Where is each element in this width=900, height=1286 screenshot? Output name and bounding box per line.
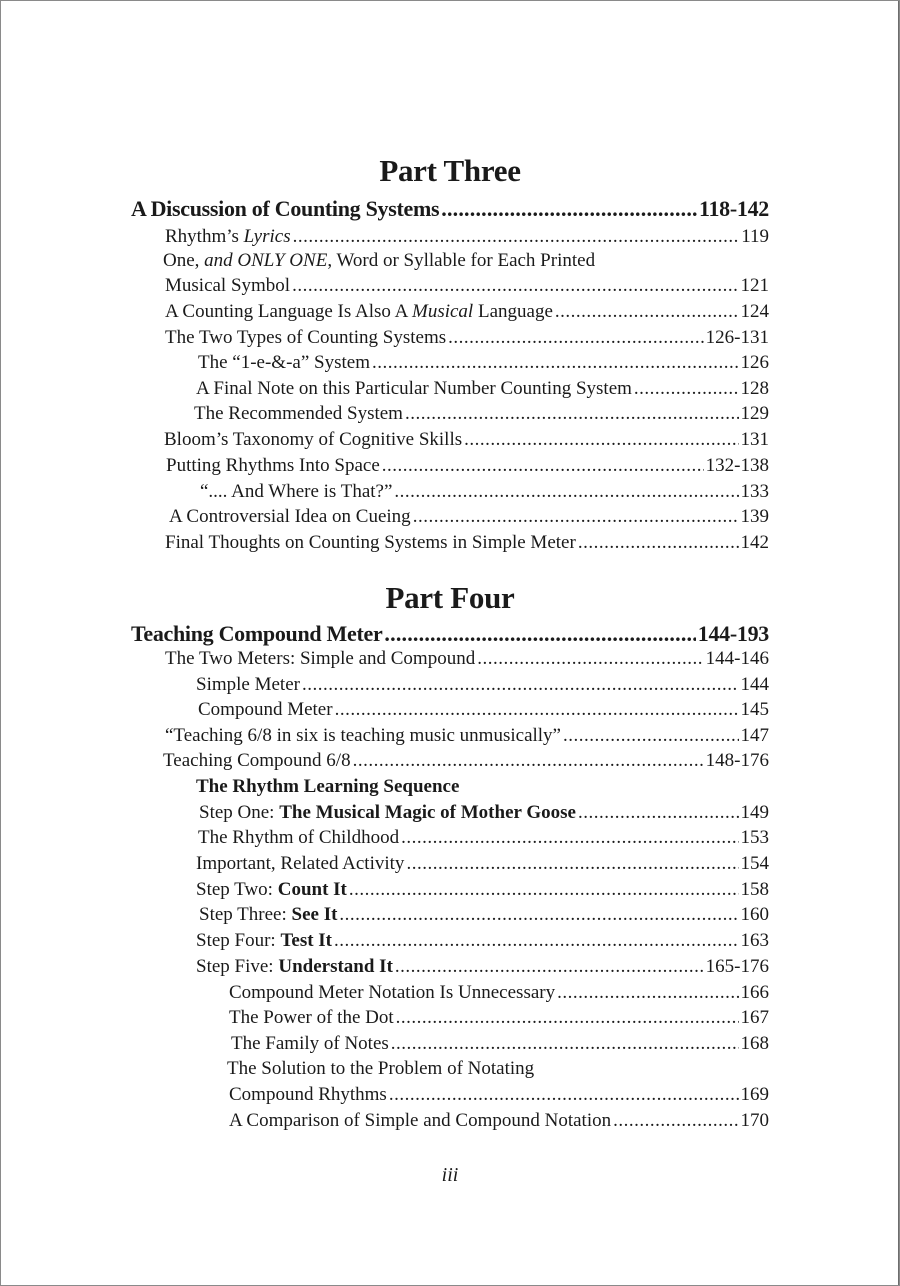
toc-entry-label: A Comparison of Simple and Compound Notation (229, 1110, 612, 1131)
toc-entry[interactable] (196, 852, 769, 876)
dot-leader (302, 673, 739, 697)
toc-entry-page: 139 (740, 506, 769, 527)
dot-leader (335, 698, 739, 722)
toc-entry[interactable] (164, 428, 769, 452)
toc-entry-page: 169 (740, 1084, 769, 1105)
dot-leader (384, 621, 695, 647)
toc-entry-label: Important, Related Activity (196, 853, 405, 874)
toc-entry-label: Compound Meter Notation Is Unnecessary (229, 982, 556, 1003)
toc-entry-page: 153 (740, 827, 769, 848)
toc-entry-label: Simple Meter (196, 674, 300, 695)
part-four-title: Part Four (385, 580, 515, 615)
toc-entry[interactable] (229, 1083, 769, 1107)
dot-leader (578, 801, 739, 825)
toc-entry-continued[interactable]: One, and ONLY ONE, Word or Syllable for Each Printed (163, 250, 596, 271)
dot-leader (339, 903, 738, 927)
dot-leader (405, 402, 739, 426)
toc-entry[interactable] (165, 326, 769, 350)
toc-entry-label: Step Four: Test It (196, 930, 333, 951)
toc-entry-page: 133 (740, 481, 769, 502)
toc-entry-page: 145 (740, 699, 769, 720)
page-number: iii (441, 1164, 459, 1186)
dot-leader (401, 826, 738, 850)
toc-entry-page: 142 (740, 532, 769, 553)
toc-heading-page: 118-142 (698, 196, 769, 221)
toc-entry-page: 129 (740, 403, 769, 424)
toc-heading-label: A Discussion of Counting Systems (131, 196, 440, 221)
toc-entry-label: “Teaching 6/8 in six is teaching music unmusically” (165, 725, 561, 746)
toc-entry-page: 160 (740, 904, 769, 925)
toc-entry-page: 167 (740, 1007, 769, 1028)
toc-entry-label: The Rhythm of Childhood (198, 827, 400, 848)
toc-heading-compound-meter[interactable] (131, 621, 769, 647)
toc-entry-page: 158 (740, 879, 769, 900)
dot-leader (634, 377, 739, 401)
toc-entry[interactable] (194, 402, 769, 426)
toc-entry-page: 170 (740, 1110, 769, 1131)
toc-entry[interactable] (199, 903, 769, 927)
toc-entry[interactable] (165, 225, 769, 249)
toc-entry[interactable] (199, 801, 769, 825)
dot-leader (413, 505, 739, 529)
dot-leader (477, 647, 703, 671)
dot-leader (389, 1083, 739, 1107)
toc-entry-page: 144 (740, 674, 769, 695)
dot-leader (391, 1032, 739, 1056)
toc-entry-label: Final Thoughts on Counting Systems in Simple Meter (165, 532, 576, 553)
toc-entry-page: 168 (740, 1033, 769, 1054)
toc-entry-page: 128 (740, 378, 769, 399)
dot-leader (349, 878, 739, 902)
toc-entry-label: The Two Types of Counting Systems (165, 327, 447, 348)
toc-entry-page: 119 (741, 226, 769, 247)
toc-entry-label: The Two Meters: Simple and Compound (165, 648, 476, 669)
toc-entry-page: 147 (740, 725, 769, 746)
toc-entry[interactable] (196, 377, 769, 401)
dot-leader (394, 480, 738, 504)
toc-entry-label: Step Three: See It (199, 904, 338, 925)
toc-entry-page: 121 (740, 275, 769, 296)
toc-entry[interactable] (165, 647, 769, 671)
dot-leader (448, 326, 704, 350)
toc-entry[interactable] (229, 1006, 769, 1030)
toc-entry-page: 166 (740, 982, 769, 1003)
toc-entry[interactable] (165, 531, 769, 555)
toc-heading-label: Teaching Compound Meter (131, 621, 383, 646)
toc-entry[interactable] (229, 981, 769, 1005)
toc-entry[interactable] (166, 454, 769, 478)
dot-leader (372, 351, 739, 375)
toc-entry[interactable] (165, 274, 769, 298)
toc-entry-label: A Final Note on this Particular Number Counting System (196, 378, 632, 399)
toc-entry[interactable] (196, 878, 769, 902)
toc-entry[interactable] (198, 826, 769, 850)
toc-entry-page: 124 (740, 301, 769, 322)
toc-entry[interactable] (231, 1032, 769, 1056)
toc-entry[interactable] (200, 480, 769, 504)
toc-entry-label: Step One: The Musical Magic of Mother Goose (199, 802, 576, 823)
toc-entry-label: The “1-e-&-a” System (198, 352, 370, 373)
toc-entry-label: Compound Rhythms (229, 1084, 387, 1105)
dot-leader (406, 852, 738, 876)
toc-entry-label: Rhythm’s Lyrics (165, 226, 291, 247)
toc-entry[interactable] (198, 698, 769, 722)
toc-entry-label: Step Two: Count It (196, 879, 347, 900)
toc-entry[interactable] (198, 351, 769, 375)
toc-entry[interactable] (196, 673, 769, 697)
toc-entry-page: 132-138 (705, 455, 769, 476)
toc-entry-label: A Counting Language Is Also A Musical Language (165, 301, 553, 322)
toc-entry[interactable] (163, 749, 769, 773)
toc-entry-label: Step Five: Understand It (196, 956, 393, 977)
toc-entry[interactable] (196, 929, 769, 953)
dot-leader (557, 981, 738, 1005)
toc-heading-counting-systems[interactable] (131, 196, 769, 222)
toc-entry-label: Bloom’s Taxonomy of Cognitive Skills (164, 429, 463, 450)
part-three-title: Part Three (379, 153, 521, 188)
toc-entry-label: Compound Meter (198, 699, 333, 720)
toc-entry-continued[interactable]: The Solution to the Problem of Notating (227, 1058, 535, 1079)
dot-leader (464, 428, 738, 452)
toc-entry-label: Teaching Compound 6/8 (163, 750, 351, 771)
dot-leader (292, 274, 738, 298)
toc-entry-label: “.... And Where is That?” (200, 481, 393, 502)
toc-entry-page: 165-176 (705, 956, 769, 977)
toc-entry[interactable] (165, 724, 769, 748)
toc-entry-label: The Power of the Dot (229, 1007, 394, 1028)
toc-entry-label: A Controversial Idea on Cueing (169, 506, 411, 527)
toc-entry-page: 144-146 (705, 648, 769, 669)
toc-entry[interactable] (196, 955, 769, 979)
dot-leader (395, 955, 704, 979)
toc-entry[interactable] (229, 1109, 769, 1133)
dot-leader (441, 196, 697, 222)
dot-leader (382, 454, 704, 478)
dot-leader (613, 1109, 738, 1133)
toc-entry-page: 126 (740, 352, 769, 373)
dot-leader (334, 929, 738, 953)
toc-entry-label: Putting Rhythms Into Space (166, 455, 380, 476)
toc-subheading-rhythm-learning-sequence[interactable]: The Rhythm Learning Sequence (196, 776, 460, 797)
toc-entry-label: The Recommended System (194, 403, 403, 424)
toc-entry[interactable] (169, 505, 769, 529)
toc-entry-page: 131 (740, 429, 769, 450)
dot-leader (555, 300, 739, 324)
toc-entry-page: 148-176 (705, 750, 769, 771)
dot-leader (578, 531, 739, 555)
dot-leader (396, 1006, 739, 1030)
toc-entry-label: The Family of Notes (231, 1033, 389, 1054)
dot-leader (563, 724, 739, 748)
toc-entry-page: 126-131 (705, 327, 769, 348)
toc-entry-page: 163 (740, 930, 769, 951)
toc-entry-page: 149 (740, 802, 769, 823)
dot-leader (353, 749, 704, 773)
toc-entry[interactable] (165, 300, 769, 324)
toc-heading-page: 144-193 (697, 621, 769, 646)
toc-entry-page: 154 (740, 853, 769, 874)
dot-leader (293, 225, 740, 249)
toc-entry-label: Musical Symbol (165, 275, 291, 296)
